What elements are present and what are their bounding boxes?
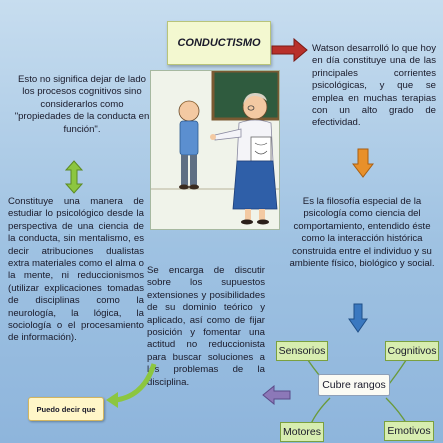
orange-down-arrow-icon [352,148,374,178]
text-top-left: Esto no significa dejar de lado los procesos cognitivos sino considerarlos como "propiedades de la conducta en función". [14,74,150,135]
node-cognitivos: Cognitivos [385,341,439,361]
red-arrow-icon [270,36,310,64]
blue-down-arrow-icon [348,303,368,333]
puedo-label: Puedo decir que [36,404,96,414]
node-cubre-rangos: Cubre rangos [318,374,390,396]
green-double-arrow-icon [64,160,84,194]
classroom-illustration [150,70,280,230]
title-box [167,21,271,65]
text-top-right: Watson desarrolló lo que hoy en día constituye una de las principales corrientes psicológicas, y que se emplea en muchas terapias con un alto grado de efectividad. [312,43,436,129]
puedo-decir-que-box [28,397,104,421]
text-bottom-center: Se encarga de discutir sobre los supuestos extensiones y posibilidades de su dominio teórico y aplicado, así como de fijar posición y fomentar una actitud no reduccionista para buscar soluciones a los problemas de la disciplina. [147,265,265,388]
node-motores: Motores [280,422,324,442]
green-curved-arrow-icon [104,360,158,410]
text-mid-left: Constituye una manera de estudiar lo psicológico desde la perspectiva de una ciencia de la conducta, sin mentalismo, es decir atribuciones dualistas extra materiales como el alma o la mente, ni reduccionismos (utilizar explicaciones tomadas de disciplinas como la neurología, la lógica, la sociología o el procesamiento de información). [8,196,144,344]
text-mid-right: Es la filosofía especial de la psicología como ciencia del comportamiento, entendido éste como la interacción histórica construida entre el individuo y su ambiente físico, biológico y social. [289,196,435,270]
title-text: CONDUCTISMO [177,37,261,49]
node-sensorios: Sensorios [276,341,328,361]
teacher-student-scene [151,71,279,229]
node-emotivos: Emotivos [384,421,434,441]
